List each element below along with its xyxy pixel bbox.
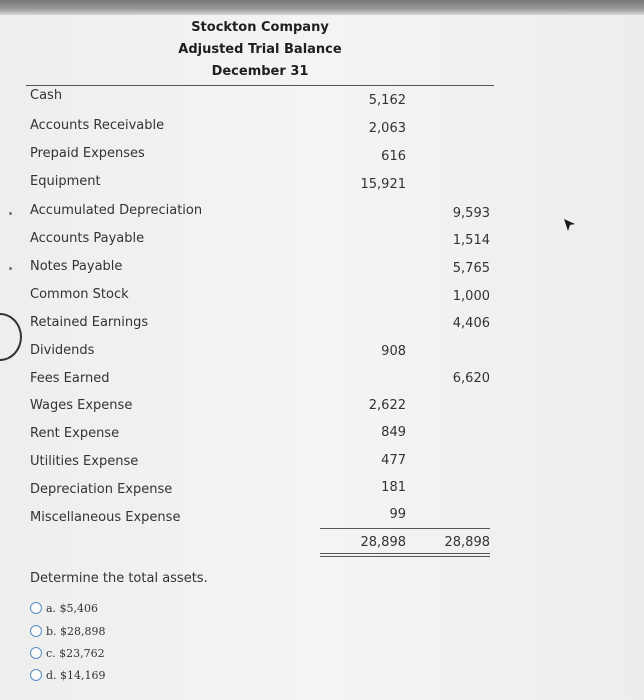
report-date: December 31: [211, 64, 309, 79]
debit-amount: 616: [381, 149, 406, 164]
account-name: Prepaid Expenses: [30, 146, 145, 161]
account-name: Common Stock: [30, 287, 129, 302]
option-letter: b.: [46, 624, 57, 638]
debit-amount: 2,063: [368, 121, 406, 136]
credit-amount: 4,406: [452, 316, 490, 331]
debit-amount: 477: [381, 453, 406, 468]
answer-option-a[interactable]: [30, 600, 98, 616]
top-frame-edge: [0, 0, 644, 15]
debit-amount: 5,162: [368, 93, 406, 108]
radio-button[interactable]: [30, 625, 42, 637]
total-debit: 28,898: [360, 535, 406, 550]
stray-mark: [9, 267, 12, 270]
credit-amount: 5,765: [452, 261, 490, 276]
radio-button[interactable]: [30, 647, 42, 659]
double-rule-bottom: [320, 556, 490, 557]
header-rule: [26, 85, 494, 86]
account-name: Utilities Expense: [30, 454, 139, 469]
double-rule-top: [320, 553, 490, 554]
credit-amount: 1,000: [452, 289, 490, 304]
answer-option-c[interactable]: [30, 645, 105, 661]
account-name: Cash: [30, 88, 63, 103]
account-name: Equipment: [30, 174, 101, 189]
account-name: Miscellaneous Expense: [30, 510, 181, 525]
debit-amount: 908: [381, 344, 406, 359]
question-text: Determine the total assets.: [30, 571, 208, 586]
mouse-cursor-icon: [563, 217, 577, 233]
option-value: $14,169: [60, 668, 106, 682]
radio-button[interactable]: [30, 669, 42, 681]
subtotal-rule: [320, 528, 490, 529]
debit-amount: 181: [381, 480, 406, 495]
option-value: $5,406: [59, 601, 99, 615]
option-value: $28,898: [60, 624, 106, 638]
account-name: Wages Expense: [30, 398, 133, 413]
option-letter: d.: [46, 668, 57, 682]
stray-mark: [9, 212, 12, 215]
account-name: Accounts Receivable: [30, 118, 165, 133]
debit-amount: 849: [381, 425, 406, 440]
account-name: Dividends: [30, 343, 95, 358]
option-letter: c.: [46, 646, 56, 660]
account-name: Depreciation Expense: [30, 482, 173, 497]
debit-amount: 15,921: [360, 177, 406, 192]
account-name: Notes Payable: [30, 259, 123, 274]
report-title: Adjusted Trial Balance: [178, 42, 342, 57]
option-value: $23,762: [59, 646, 105, 660]
answer-option-b[interactable]: [30, 623, 106, 639]
debit-amount: 99: [389, 507, 406, 522]
debit-amount: 2,622: [368, 398, 406, 413]
radio-button[interactable]: [30, 602, 42, 614]
total-credit: 28,898: [444, 535, 490, 550]
account-name: Accounts Payable: [30, 231, 145, 246]
option-letter: a.: [46, 601, 57, 615]
account-name: Fees Earned: [30, 371, 110, 386]
account-name: Rent Expense: [30, 426, 120, 441]
answer-option-d[interactable]: [30, 667, 106, 683]
credit-amount: 6,620: [452, 371, 490, 386]
account-name: Accumulated Depreciation: [30, 203, 203, 218]
account-name: Retained Earnings: [30, 315, 149, 330]
credit-amount: 9,593: [452, 206, 490, 221]
company-name: Stockton Company: [191, 20, 329, 35]
credit-amount: 1,514: [452, 233, 490, 248]
